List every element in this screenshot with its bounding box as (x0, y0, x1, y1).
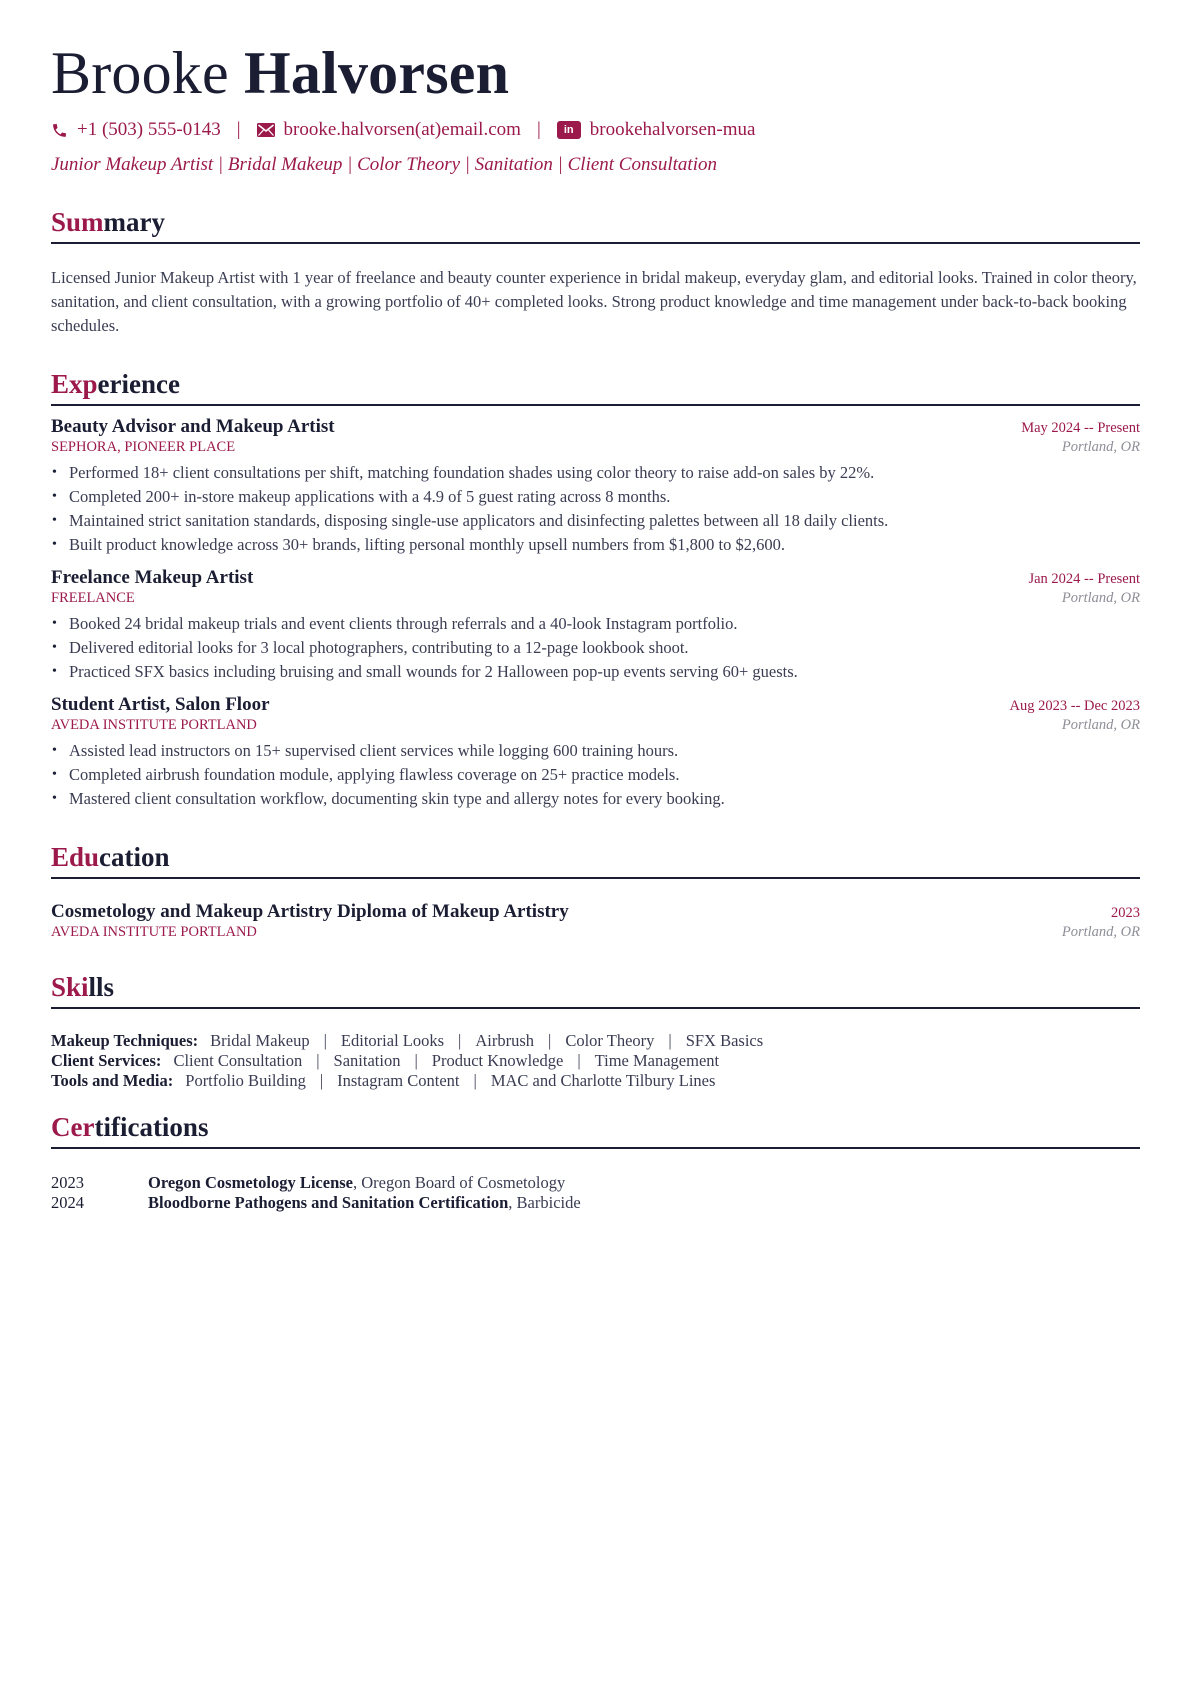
skill-category: Tools and Media: (51, 1071, 174, 1090)
school-name: AVEDA INSTITUTE PORTLAND (51, 924, 257, 940)
job-entry (51, 694, 1140, 811)
bullet-item: • Built product knowledge across 30+ brands, lifting personal monthly upsell numbers from $1,800 to $2,600. (51, 533, 1140, 557)
skill-row: Tools and Media: Portfolio Building | Instagram Content | MAC and Charlotte Tilbury Lines (51, 1071, 716, 1090)
linkedin-icon: in (557, 121, 581, 139)
bullet-item: • Assisted lead instructors on 15+ supervised client services while logging 600 training hours. (51, 739, 1140, 763)
certification-row (51, 1173, 1140, 1193)
skill-item: Color Theory (565, 1031, 655, 1050)
section-title-experience: Experience (51, 369, 180, 399)
skill-item: Editorial Looks (340, 1031, 445, 1050)
job-organization: FREELANCE (51, 590, 135, 606)
bullet-item: • Mastered client consultation workflow, documenting skin type and allergy notes for every booking. (51, 787, 1140, 811)
bullet-item: • Performed 18+ client consultations per shift, matching foundation shades using color theory to raise add-on sales by 22%. (51, 461, 1140, 485)
bullet-item: • Booked 24 bridal makeup trials and event clients through referrals and a 40-look Instagram portfolio. (51, 612, 1140, 636)
skill-item: Time Management (594, 1051, 720, 1070)
certification-name: Oregon Cosmetology License (148, 1173, 354, 1192)
certifications-section (51, 1111, 1140, 1213)
skill-item: Sanitation (333, 1051, 401, 1070)
job-date: May 2024 -- Present (1021, 420, 1140, 436)
skill-item: MAC and Charlotte Tilbury Lines (490, 1071, 716, 1090)
contact-separator: | (536, 119, 541, 140)
section-divider (51, 877, 1140, 879)
job-bullets (51, 461, 1140, 557)
job-bullets (51, 612, 1140, 684)
summary-section (51, 206, 1140, 338)
skill-item: Product Knowledge (431, 1051, 564, 1070)
last-name: Halvorsen (244, 40, 510, 106)
section-divider (51, 1147, 1140, 1149)
experience-section (51, 368, 1140, 811)
section-title-certifications: Certifications (51, 1112, 209, 1142)
section-title-summary: Summary (51, 207, 166, 237)
bullet-item: • Practiced SFX basics including bruising and small wounds for 2 Halloween pop-up events serving 60+ guests. (51, 660, 1140, 684)
education-date: 2023 (1111, 905, 1140, 921)
certifications-list (51, 1173, 1140, 1213)
job-entry (51, 567, 1140, 684)
envelope-icon (257, 123, 275, 137)
tagline: Junior Makeup Artist | Bridal Makeup | Color Theory | Sanitation | Client Consultation (51, 154, 717, 175)
phone-contact[interactable] (51, 119, 221, 141)
job-title: Freelance Makeup Artist (51, 567, 254, 588)
section-title-education: Education (51, 842, 170, 872)
skill-item: Airbrush (475, 1031, 535, 1050)
job-location: Portland, OR (1061, 717, 1140, 733)
certification-name: Bloodborne Pathogens and Sanitation Certification (148, 1193, 509, 1212)
education-entry (51, 901, 1140, 941)
skills-section (51, 971, 1140, 1091)
job-title: Beauty Advisor and Makeup Artist (51, 416, 335, 437)
skill-item: Instagram Content (337, 1071, 460, 1090)
section-divider (51, 1007, 1140, 1009)
certification-issuer: , Oregon Board of Cosmetology (353, 1173, 566, 1192)
skill-item: Portfolio Building (185, 1071, 306, 1090)
first-name: Brooke (51, 40, 229, 106)
degree-title: Cosmetology and Makeup Artistry Diploma of Makeup Artistry (51, 901, 569, 922)
skill-row: Makeup Techniques: Bridal Makeup | Editorial Looks | Airbrush | Color Theory | SFX Basics (51, 1031, 764, 1050)
candidate-name (51, 38, 1140, 108)
skill-item: Client Consultation (173, 1051, 303, 1070)
section-title-skills: Skills (51, 972, 115, 1002)
contact-bar (51, 118, 1140, 142)
linkedin-handle: brookehalvorsen-mua (589, 119, 756, 140)
certification-year: 2023 (51, 1173, 84, 1192)
section-divider (51, 242, 1140, 244)
job-location: Portland, OR (1061, 439, 1140, 455)
section-divider (51, 404, 1140, 406)
skill-category: Makeup Techniques: (51, 1031, 199, 1050)
job-organization: AVEDA INSTITUTE PORTLAND (51, 717, 257, 733)
job-location: Portland, OR (1061, 590, 1140, 606)
certification-year: 2024 (51, 1193, 84, 1212)
bullet-item: • Completed airbrush foundation module, applying flawless coverage on 25+ practice models. (51, 763, 1140, 787)
bullet-item: • Delivered editorial looks for 3 local photographers, contributing to a 12-page lookbook shoot. (51, 636, 1140, 660)
job-organization: SEPHORA, PIONEER PLACE (51, 439, 236, 455)
job-date: Jan 2024 -- Present (1028, 571, 1140, 587)
job-entry (51, 416, 1140, 557)
email-address: brooke.halvorsen(at)email.com (283, 119, 521, 140)
email-contact[interactable] (257, 119, 521, 141)
skill-category: Client Services: (51, 1051, 162, 1070)
skill-row: Client Services: Client Consultation | Sanitation | Product Knowledge | Time Management (51, 1051, 720, 1070)
skills-list (51, 1031, 1140, 1091)
skill-item: Bridal Makeup (210, 1031, 310, 1050)
job-bullets (51, 739, 1140, 811)
education-section (51, 841, 1140, 941)
skill-item: SFX Basics (685, 1031, 764, 1050)
phone-number: +1 (503) 555-0143 (77, 119, 221, 140)
bullet-item: • Completed 200+ in-store makeup applications with a 4.9 of 5 guest rating across 8 months. (51, 485, 1140, 509)
certification-row (51, 1193, 1140, 1213)
summary-text: Licensed Junior Makeup Artist with 1 year of freelance and beauty counter experience in bridal makeup, everyday glam, and editorial looks. Trained in color theory, sanitation, and client consultation, with a growing portfolio of 40+ completed looks. Strong product knowledge and time management under back-to-back booking schedules. (51, 268, 1137, 335)
phone-icon (51, 122, 68, 139)
school-location: Portland, OR (1061, 924, 1140, 940)
linkedin-contact[interactable] (557, 119, 756, 141)
contact-separator: | (236, 119, 241, 140)
bullet-item: • Maintained strict sanitation standards, disposing single-use applicators and disinfecting palettes between all 18 daily clients. (51, 509, 1140, 533)
certification-issuer: , Barbicide (508, 1193, 581, 1212)
job-title: Student Artist, Salon Floor (51, 694, 270, 715)
job-date: Aug 2023 -- Dec 2023 (1009, 698, 1140, 714)
